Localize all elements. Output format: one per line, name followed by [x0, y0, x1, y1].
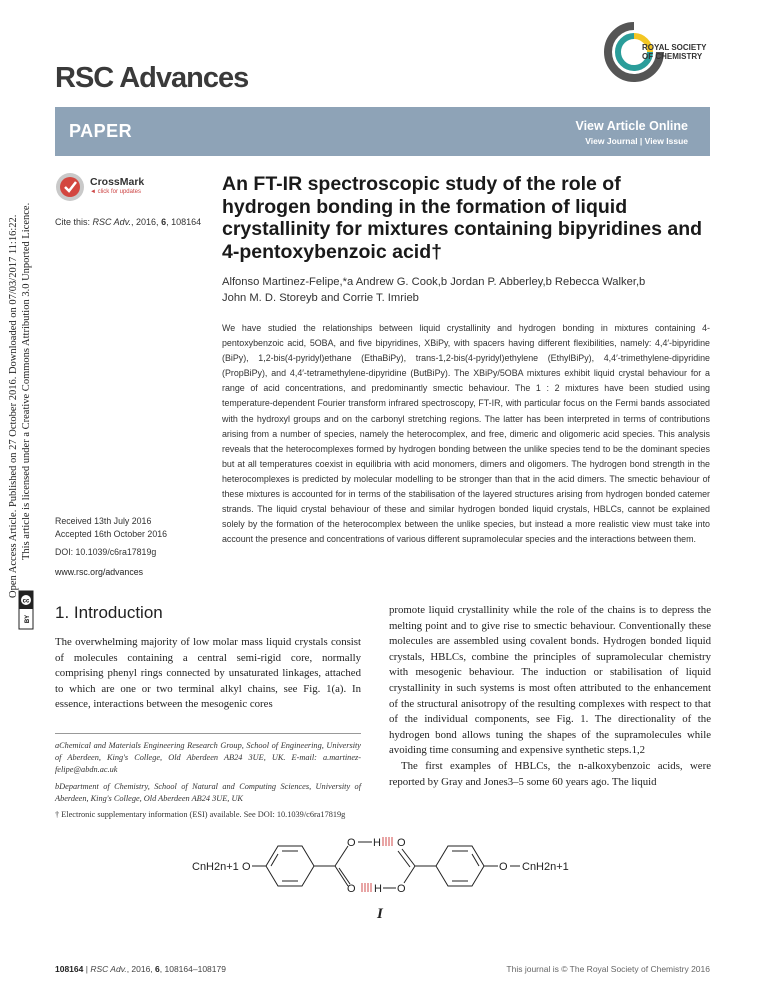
footer-year: , 2016, — [126, 964, 156, 974]
footer-copyright: This journal is © The Royal Society of Chemistry 2016 — [506, 964, 710, 974]
cite-prefix: Cite this: — [55, 217, 93, 227]
svg-text:cc: cc — [22, 598, 30, 605]
crossmark-icon — [55, 172, 85, 202]
footer-separator: | — [83, 964, 91, 974]
intro-left-column — [55, 635, 361, 713]
rsc-logo[interactable] — [604, 22, 712, 82]
view-issue-link[interactable]: View Issue — [644, 136, 688, 146]
article-dates — [55, 515, 167, 541]
article-doi[interactable]: DOI: 10.1039/c6ra17819g — [55, 547, 157, 557]
page-footer — [55, 964, 226, 974]
crossmark-button[interactable] — [55, 172, 145, 202]
right-ether-oxygen: O — [499, 861, 508, 873]
lower-hydrogen: H — [374, 883, 382, 895]
figure-label: I — [377, 906, 383, 922]
left-chain-label: CnH2n+1 — [192, 861, 239, 873]
lower-left-oxygen: O — [347, 883, 356, 895]
view-journal-link[interactable]: View Journal — [585, 136, 638, 146]
article-title: An FT-IR spectroscopic study of the role of hydrogen bonding in the formation of liquid crystallinity for mixtures containing bipyridines and 4-pentoxybenzoic acid† — [222, 173, 703, 263]
received-date: Received 13th July 2016 — [55, 516, 152, 526]
side-licence-notice: This article is licensed under a Creative Commons Attribution 3.0 Unported Licence. — [21, 202, 32, 560]
intro-paragraph-3: The first examples of HBLCs, the n-alkoxybenzoic acids, were reported by Gray and Jones3–5 some 60 years ago. The liquid — [389, 759, 711, 788]
rsc-logo-line1: ROYAL SOCIETY — [642, 43, 707, 52]
intro-paragraph-2: promote liquid crystallinity while the role of the chains is to depress the melting point and to give rise to smectic behaviour. Conventionally these molecules are assembled using covalent bonds. Hydrogen bonded liquid crystals, HBLCs, combine the principles of supramolecular chemistry with mesogenic behaviour. The induction or stabilisation of liquid crystallinity in such systems is most often attributed to the enhancement of the structural anisotropy of the resulting complexes with respect to that of the individual components, see Fig. 1. The directionality of the hydrogen bond allows tuning the shapes of the supramolecules while avoiding time consuming and expensive synthetic steps.1,2 — [389, 604, 711, 757]
article-type-label: PAPER — [69, 121, 133, 141]
journal-name: RSC Advances — [55, 62, 249, 94]
dimer-structure-figure — [190, 830, 580, 900]
section-heading-introduction: 1. Introduction — [55, 603, 163, 622]
accepted-date: Accepted 16th October 2016 — [55, 529, 167, 539]
upper-right-oxygen: O — [397, 837, 406, 849]
crossmark-label: CrossMark — [90, 176, 145, 188]
view-article-online-link[interactable]: View Article Online — [575, 119, 688, 133]
footnotes — [55, 740, 361, 825]
view-links-separator: | — [637, 136, 645, 146]
intro-right-column — [389, 603, 711, 790]
authors-line-2: John M. D. Storeyb and Corrie T. Imrieb — [222, 291, 419, 304]
authors-line-1: Alfonso Martinez-Felipe,*a Andrew G. Cook,b Jordan P. Abberley,b Rebecca Walker,b — [222, 276, 646, 288]
cite-this — [55, 217, 201, 227]
cite-page: , 108164 — [166, 217, 202, 227]
footnote-affiliation-a: aChemical and Materials Engineering Research Group, School of Engineering, University of Aberdeen, King's College, Old Aberdeen AB24 3UE, UK. E-mail: a.martinez-felipe@abdn.ac.uk — [55, 741, 361, 775]
right-chain-label: CnH2n+1 — [522, 861, 569, 873]
footer-pages: , 108164–108179 — [159, 964, 226, 974]
crossmark-sublabel: ◄ click for updates — [90, 189, 141, 195]
cite-journal: RSC Adv. — [92, 217, 132, 227]
intro-paragraph-1: The overwhelming majority of low molar mass liquid crystals consist of molecules containing a central semi-rigid core, normally comprising phenyl rings connected by unsaturated linkages, attached to which are one or two terminal alkyl chains, see Fig. 1(a). In essence, interactions between the mesogenic cores — [55, 636, 361, 711]
side-open-access-notice: Open Access Article. Published on 27 October 2016. Downloaded on 07/03/2017 11:16:22. — [8, 214, 19, 598]
footnote-divider — [55, 733, 361, 734]
cc-by-badge[interactable] — [18, 590, 34, 630]
cite-year: , 2016, — [131, 217, 162, 227]
author-list — [222, 275, 712, 306]
svg-text:BY: BY — [25, 614, 31, 624]
article-type-banner — [55, 107, 710, 156]
rsc-logo-line2: OF CHEMISTRY — [642, 52, 703, 61]
view-links — [585, 136, 688, 146]
upper-left-oxygen: O — [347, 837, 356, 849]
footnote-esi: † Electronic supplementary information (ESI) available. See DOI: 10.1039/c6ra17819g — [55, 810, 346, 820]
left-ether-oxygen: O — [242, 861, 251, 873]
footer-volume: 6 — [155, 964, 160, 974]
footnote-affiliation-b: bDepartment of Chemistry, School of Natural and Computing Sciences, University of Aberdeen, King's College, Old Aberdeen AB24 3UE, UK — [55, 781, 361, 803]
journal-url-link[interactable]: www.rsc.org/advances — [55, 567, 144, 577]
upper-hydrogen: H — [373, 837, 381, 849]
page-number: 108164 — [55, 964, 84, 974]
lower-right-oxygen: O — [397, 883, 406, 895]
cite-volume: 6 — [161, 217, 167, 227]
footer-journal: RSC Adv. — [90, 964, 127, 974]
abstract: We have studied the relationships between liquid crystallinity and hydrogen bonding in mixtures containing 4-pentoxybenzoic acid, 5OBA, and five bipyridines, XBiPy, with spacers having different flexibilities, namely: 4,4′-bipyridine (BiPy), 1,2-bis(4-pyridyl)ethane (EthaBiPy), trans-1,2-bis(4-pyridyl)ethylene (EthylBiPy), 4,4′-trimethylene-dipyridine (PropBiPy), and 4,4′-tetramethylene-dipyridine (ButBiPy). The XBiPy/5OBA mixtures exhibit liquid crystal behaviour for a range of acid concentrations, and predominantly smectic behaviour. The 1 : 2 mixtures have been studied using temperature-dependent Fourier transform infrared spectroscopy, FT-IR, with particular focus on the Fermi bands associated with the hydroxyl groups and on the carbonyl stretching regions. The latter has been interpreted in terms of contributions arising from a number of species, namely the heterocomplex, and free, dimeric and oligomeric acid species. This analysis reveals that the heterocomplexes formed by hydrogen bonding between the unlike species tend to be the dominant species but at all temperatures coexist in equilibria with acid monomers, dimers and oligomers. The hydrogen bond strength in the heterocomplexes is predicted by molecular modelling to be stronger than that in the acid dimers. The smectic behaviour of these mixtures is accounted for in terms of the stabilisation of the layered structures arising from hydrogen bonded catemer strands. The liquid crystal behaviour of these and similar hydrogen bonded liquid crystals, HBLCs, cannot be explained solely by the formation of the heterocomplex between the unlike species, but instead a more realistic view must take into account the presence and concentrations of various different supramolecular species and the interactions between them. — [222, 323, 710, 545]
